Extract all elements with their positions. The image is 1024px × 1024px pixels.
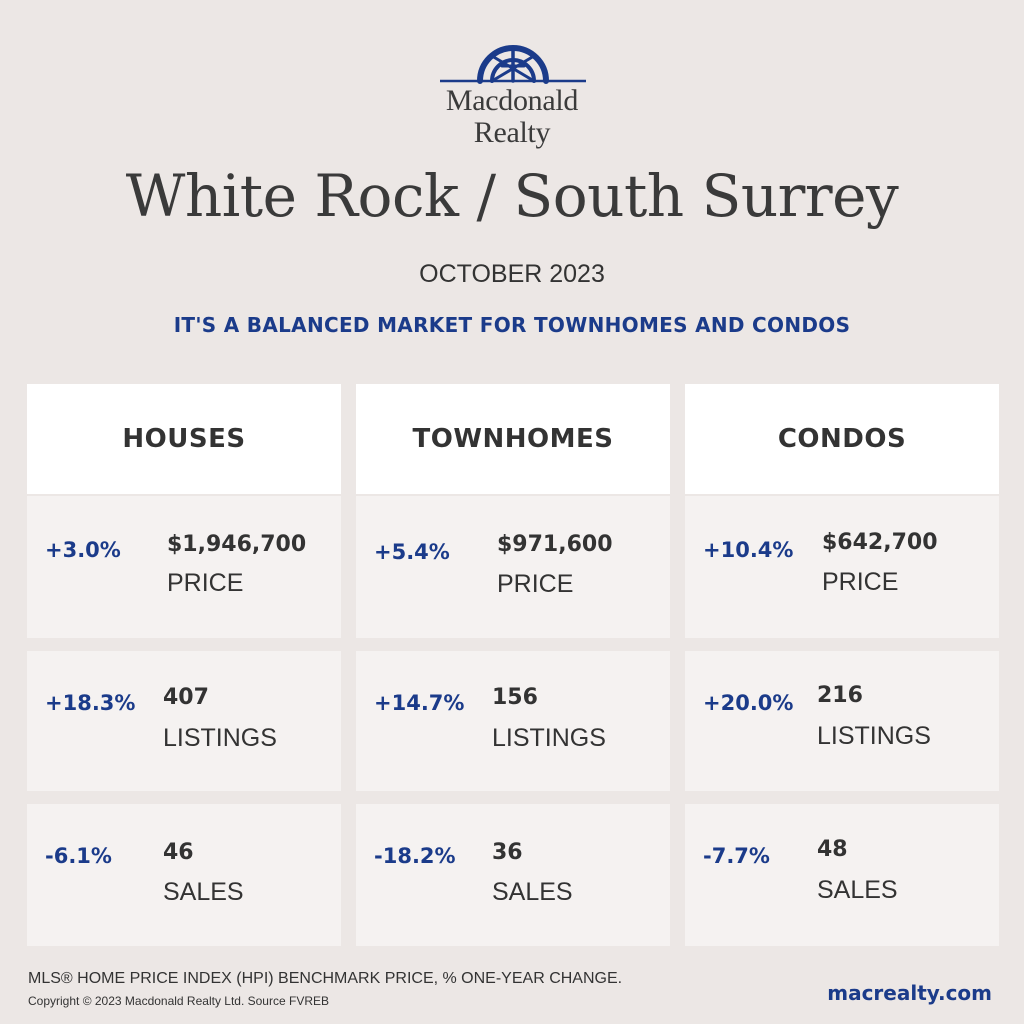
condos-sales-card — [685, 804, 999, 946]
townhomes-listings-label: LISTINGS — [492, 724, 606, 752]
website-link[interactable]: macrealty.com — [827, 981, 992, 1005]
condos-sales-label: SALES — [817, 876, 898, 904]
brand-name-line2: Realty — [473, 116, 551, 149]
townhomes-sales-change: -18.2% — [374, 844, 456, 868]
townhomes-column — [356, 384, 670, 906]
column-header-townhomes: TOWNHOMES — [356, 384, 670, 494]
condos-listings-change: +20.0% — [703, 691, 794, 715]
houses-price-change: +3.0% — [45, 538, 121, 562]
townhomes-price-label: PRICE — [497, 570, 574, 598]
townhomes-listings-change: +14.7% — [374, 691, 465, 715]
condos-price-value: $642,700 — [822, 530, 938, 555]
brand-name-line1: Macdonald — [445, 84, 579, 117]
condos-listings-card — [685, 651, 999, 791]
townhomes-sales-label: SALES — [492, 878, 573, 906]
houses-sales-value: 46 — [163, 840, 194, 865]
condos-listings-label: LISTINGS — [817, 722, 931, 750]
footer-note: MLS® HOME PRICE INDEX (HPI) BENCHMARK PRICE, % ONE-YEAR CHANGE. — [28, 970, 623, 987]
footer-copyright: Copyright © 2023 Macdonald Realty Ltd. Source FVREB — [28, 994, 329, 1008]
houses-listings-value: 407 — [163, 685, 209, 710]
macdonald-realty-logo — [440, 38, 586, 86]
townhomes-sales-value: 36 — [492, 840, 523, 865]
column-header-condos: CONDOS — [685, 384, 999, 494]
market-headline: IT'S A BALANCED MARKET FOR TOWNHOMES AND CONDOS — [173, 313, 851, 337]
townhomes-listings-card — [356, 651, 670, 791]
houses-listings-change: +18.3% — [45, 691, 136, 715]
townhomes-listings-value: 156 — [492, 685, 538, 710]
houses-sales-label: SALES — [163, 878, 244, 906]
column-header-houses: HOUSES — [27, 384, 341, 494]
houses-price-card — [27, 496, 341, 638]
townhomes-price-card — [356, 496, 670, 638]
houses-column — [27, 384, 341, 906]
houses-price-label: PRICE — [167, 569, 244, 597]
condos-sales-value: 48 — [817, 837, 848, 862]
houses-sales-card — [27, 804, 341, 946]
page-title: White Rock / South Surrey — [125, 162, 899, 230]
houses-price-value: $1,946,700 — [167, 532, 307, 557]
houses-listings-card — [27, 651, 341, 791]
report-month: OCTOBER 2023 — [419, 260, 605, 288]
condos-listings-value: 216 — [817, 683, 863, 708]
houses-sales-change: -6.1% — [45, 844, 112, 868]
houses-listings-label: LISTINGS — [163, 724, 277, 752]
condos-sales-change: -7.7% — [703, 844, 770, 868]
townhomes-sales-card — [356, 804, 670, 946]
condos-column — [685, 384, 999, 904]
townhomes-price-value: $971,600 — [497, 532, 613, 557]
townhomes-price-change: +5.4% — [374, 540, 450, 564]
condos-price-change: +10.4% — [703, 538, 794, 562]
condos-price-card — [685, 496, 999, 638]
condos-price-label: PRICE — [822, 568, 899, 596]
